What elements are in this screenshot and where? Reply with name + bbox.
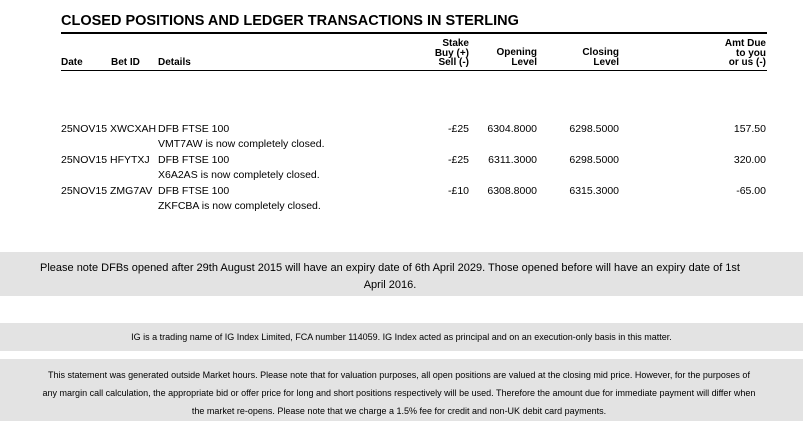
- row-closed-note: VMT7AW is now completely closed.: [158, 138, 325, 150]
- trading-name-notice-band: [0, 323, 803, 351]
- amount-header-line-2: to you: [736, 47, 766, 59]
- row-bet-id: XWCXAH: [110, 123, 157, 135]
- row-date: 25NOV15: [61, 123, 108, 135]
- dfb-expiry-notice: Please note DFBs opened after 29th August 2015 will have an expiry date of 6th April 2029. Those opened before will have an expiry date of 1st April 2016.: [40, 262, 740, 291]
- amount-header-line-1: Amt Due: [724, 38, 766, 49]
- row-date: 25NOV15: [61, 185, 108, 197]
- column-header-details: Details: [158, 57, 191, 68]
- title-rule: [61, 32, 767, 34]
- opening-header-line-1: Opening: [496, 47, 537, 58]
- row-closing-level: 6298.5000: [569, 154, 619, 166]
- column-header-opening-level: [470, 48, 537, 67]
- row-details: DFB FTSE 100: [158, 123, 230, 135]
- row-stake: -£10: [447, 185, 469, 197]
- row-amount-due: 320.00: [733, 154, 766, 166]
- row-closing-level: 6315.3000: [569, 185, 619, 197]
- dfb-expiry-notice-band: [0, 252, 803, 296]
- amount-header-line-3: or us (-): [728, 57, 766, 68]
- row-details: DFB FTSE 100: [158, 154, 230, 166]
- row-amount-due: -65.00: [736, 185, 766, 197]
- column-header-date: Date: [61, 57, 83, 68]
- header-rule: [61, 70, 767, 71]
- row-opening-level: 6311.3000: [488, 154, 537, 166]
- row-bet-id: HFYTXJ: [110, 154, 150, 166]
- column-header-bet-id: Bet ID: [111, 57, 140, 68]
- row-date: 25NOV15: [61, 154, 108, 166]
- stake-header-line-3: Sell (-): [438, 57, 469, 68]
- statement-notice-band: [0, 359, 803, 421]
- row-bet-id: ZMG7AV: [110, 185, 153, 197]
- row-opening-level: 6308.8000: [487, 185, 537, 197]
- statement-valuation-notice: This statement was generated outside Market hours. Please note that for valuation purposes, all open positions are valued at the closing mid price. However, for the purposes of any margin call calculation, the appropriate bid or offer price for long and short positions respectively will be used. Therefore the amount due for immediate payment will differ when the market re-opens. Please note that we charge a 1.5% fee for credit and non-UK debit card payments.: [42, 370, 756, 416]
- closing-header-line-2: Level: [593, 56, 619, 68]
- row-amount-due: 157.50: [733, 123, 766, 135]
- row-stake: -£25: [447, 123, 469, 135]
- trading-name-notice: IG is a trading name of IG Index Limited, FCA number 114059. IG Index acted as principal and on an execution-only basis in this matter.: [131, 332, 672, 342]
- column-header-amount-due: [680, 39, 766, 68]
- row-closing-level: 6298.5000: [569, 123, 619, 135]
- column-header-closing-level: [550, 48, 619, 67]
- row-closed-note: X6A2AS is now completely closed.: [158, 169, 320, 181]
- row-opening-level: 6304.8000: [487, 123, 537, 135]
- stake-header-line-1: Stake: [442, 38, 469, 49]
- row-stake: -£25: [447, 154, 469, 166]
- opening-header-line-2: Level: [511, 56, 537, 68]
- row-details: DFB FTSE 100: [158, 185, 230, 197]
- closing-header-line-1: Closing: [582, 47, 619, 58]
- row-closed-note: ZKFCBA is now completely closed.: [158, 200, 321, 212]
- stake-header-line-2: Buy (+): [434, 47, 469, 59]
- statement-title: CLOSED POSITIONS AND LEDGER TRANSACTIONS IN STERLING: [61, 13, 519, 29]
- column-header-stake: [400, 39, 469, 68]
